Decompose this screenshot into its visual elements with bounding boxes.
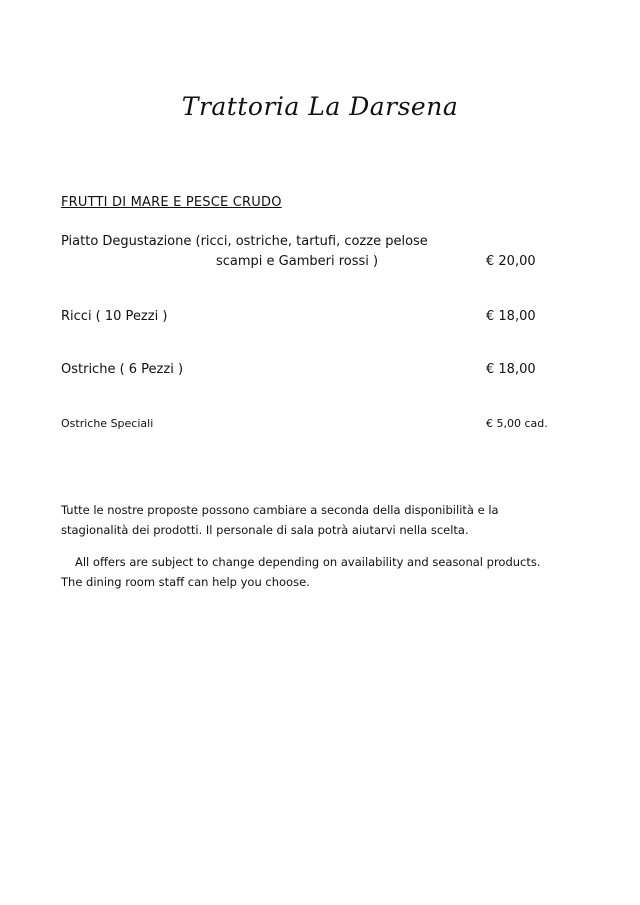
availability-note-english: All offers are subject to change depending on availability and seasonal products. The dining room staff can help you choose. xyxy=(61,555,541,589)
menu-item-price: € 20,00 xyxy=(486,254,536,269)
menu-item-name: Piatto Degustazione (ricci, ostriche, tartufi, cozze pelose xyxy=(61,234,428,249)
availability-note-italian: Tutte le nostre proposte possono cambiare a seconda della disponibilità e la stagionalità dei prodotti. Il personale di sala potrà aiutarvi nella scelta. xyxy=(61,503,499,537)
menu-item-price: € 18,00 xyxy=(486,309,536,324)
menu-item-name: Ricci ( 10 Pezzi ) xyxy=(61,309,168,324)
menu-item-price: € 5,00 cad. xyxy=(486,417,548,430)
section-heading: FRUTTI DI MARE E PESCE CRUDO xyxy=(61,195,282,210)
menu-item-name-continued: scampi e Gamberi rossi ) xyxy=(216,254,379,269)
menu-item-price: € 18,00 xyxy=(486,362,536,377)
menu-item-name: Ostriche Speciali xyxy=(61,417,154,430)
menu-item-name: Ostriche ( 6 Pezzi ) xyxy=(61,362,184,377)
restaurant-title: Trattoria La Darsena xyxy=(181,92,459,121)
